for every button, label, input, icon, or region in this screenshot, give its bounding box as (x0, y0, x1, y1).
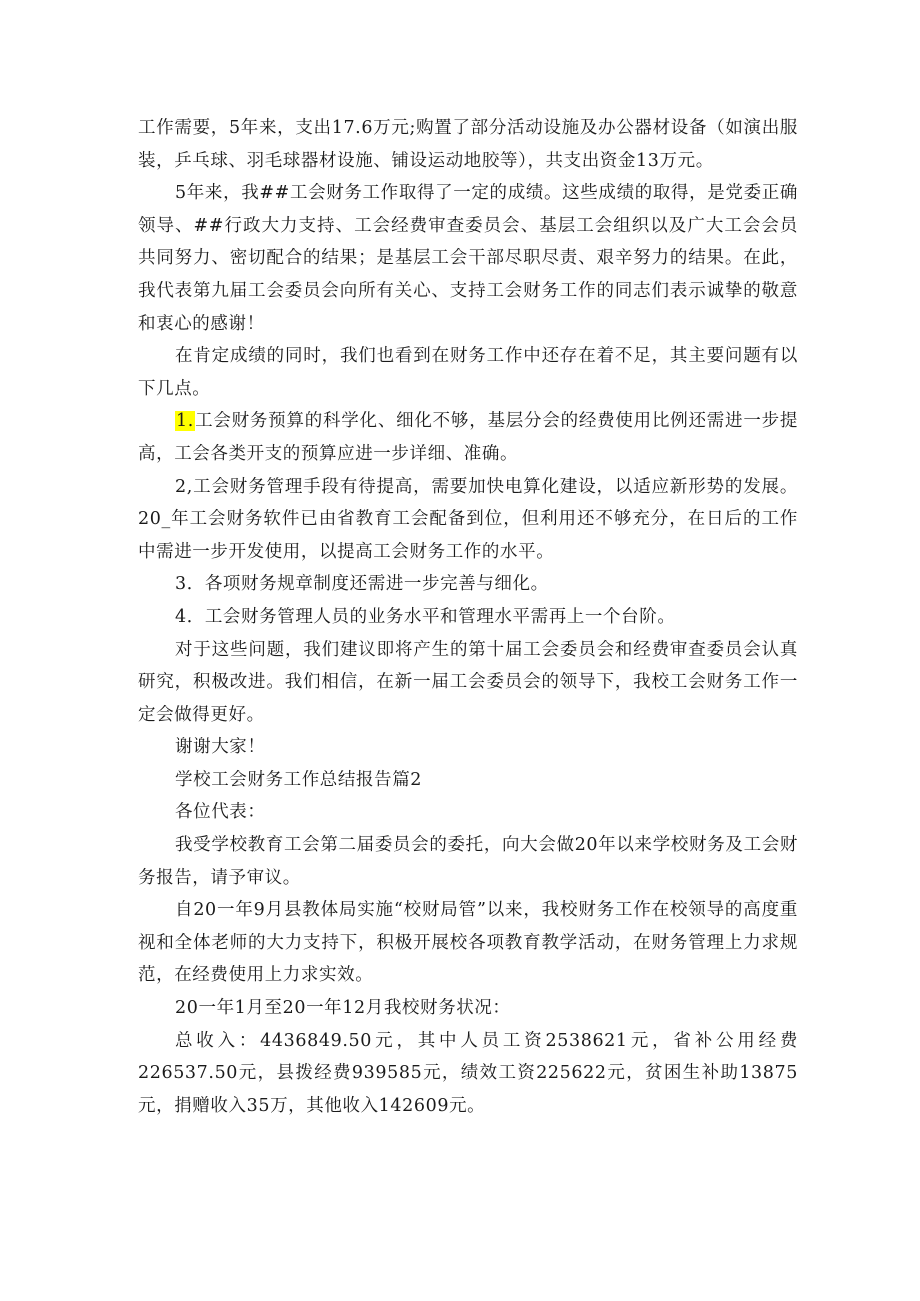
paragraph-thanks: 谢谢大家！ (175, 737, 266, 758)
issue-1-text: 工会财务预算的科学化、细化不够，基层分会的经费使用比例还需进一步提高，工会各类开支的预算应进一步详细、准确。 (138, 411, 798, 464)
paragraph-issue-4: 4．工会财务管理人员的业务水平和管理水平需再上一个台阶。 (175, 606, 676, 627)
paragraph-achievements: 5年来，我##工会财务工作取得了一定的成绩。这些成绩的取得，是党委正确领导、##行政大力支持、工会经费审查委员会、基层工会组织以及广大工会会员共同努力、密切配合的结果；是基层工会干部尽职尽责、艰辛努力的结果。在此，我代表第九届工会委员会向所有关心、支持工会财务工作的同志们表示诚挚的敬意和衷心的感谢！ (138, 183, 798, 334)
paragraph-suggestions: 对于这些问题，我们建议即将产生的第十届工会委员会和经费审查委员会认真研究，积极改进。我们相信，在新一届工会委员会的领导下，我校工会财务工作一定会做得更好。 (138, 639, 798, 725)
paragraph-finance-period: 20一年1月至20一年12月我校财务状况： (175, 998, 511, 1019)
highlighted-list-marker: 1. (176, 411, 194, 432)
section-title: 学校工会财务工作总结报告篇2 (175, 769, 423, 790)
paragraph-issue-1 (138, 405, 798, 470)
paragraph-issue-3: 3．各项财务规章制度还需进一步完善与细化。 (175, 574, 549, 595)
paragraph-expenses: 工作需要，5年来，支出17.6万元;购置了部分活动设施及办公器材设备（如演出服装，乒乓球、羽毛球器材设施、铺设运动地胶等），共支出资金13万元。 (138, 118, 798, 171)
paragraph-issue-2: 2,工会财务管理手段有待提高，需要加快电算化建设，以适应新形势的发展。20_年工会财务软件已由省教育工会配备到位，但利用还不够充分，在日后的工作中需进一步开发使用，以提高工会财务工作的水平。 (138, 476, 798, 562)
document-page (138, 112, 798, 1122)
paragraph-finance-management: 自20一年9月县教体局实施“校财局管”以来，我校财务工作在校领导的高度重视和全体老师的大力支持下，积极开展校各项教育教学活动，在财务管理上力求规范，在经费使用上力求实效。 (138, 900, 798, 986)
paragraph-shortcomings-intro: 在肯定成绩的同时，我们也看到在财务工作中还存在着不足，其主要问题有以下几点。 (138, 346, 798, 399)
paragraph-total-income: 总收入：4436849.50元，其中人员工资2538621元，省补公用经费226537.50元，县拨经费939585元，绩效工资225622元，贫困生补助13875元，捐赠收入35万，其他收入142609元。 (138, 1030, 798, 1116)
paragraph-report-intro: 我受学校教育工会第二届委员会的委托，向大会做20年以来学校财务及工会财务报告，请予审议。 (138, 835, 798, 888)
salutation: 各位代表： (175, 802, 266, 823)
